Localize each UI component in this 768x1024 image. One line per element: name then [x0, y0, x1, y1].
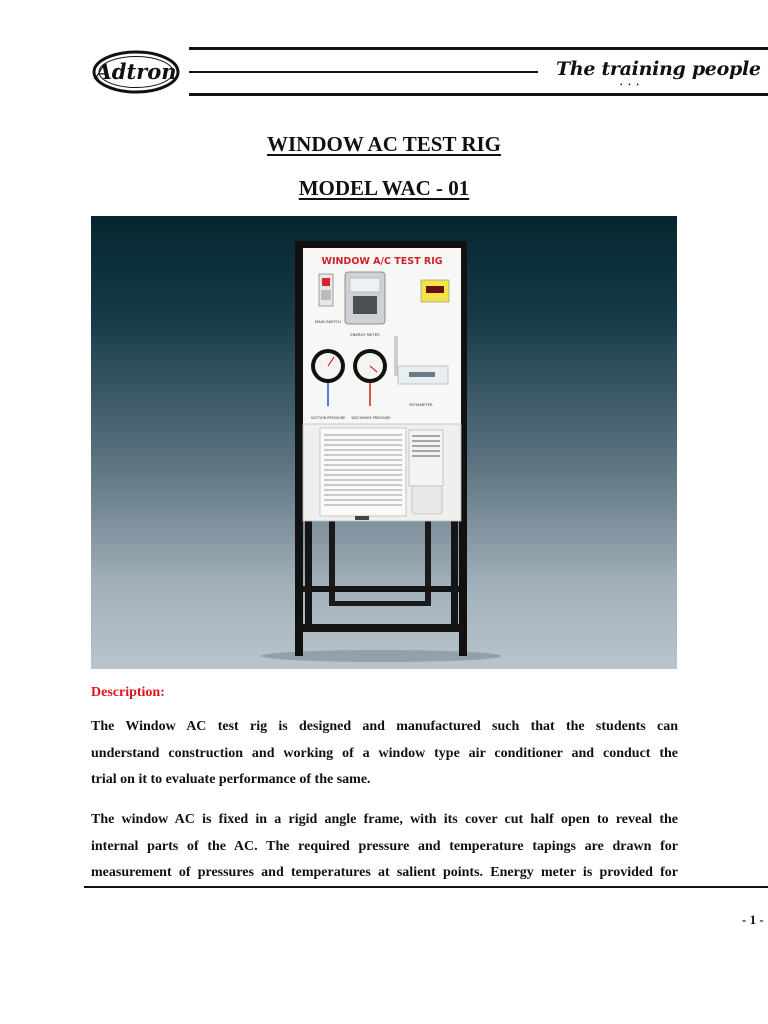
label-main-switch: MAIN SWITCH	[315, 319, 341, 324]
label-suction: SUCTION PRESSURE	[310, 416, 346, 420]
tagline: The training people	[556, 58, 761, 80]
document-title	[0, 132, 768, 157]
tagline-dots: • • •	[620, 81, 641, 89]
adtron-logo	[92, 50, 180, 94]
panel-title: WINDOW A/C TEST RIG	[321, 256, 443, 267]
paragraph-line: measurement of pressures and temperatures at salient points. Energy meter is provided for	[91, 865, 678, 880]
paragraph-line: The window AC is fixed in a rigid angle frame, with its cover cut half open to reveal the	[91, 812, 678, 827]
label-rotameter: ROTAMETER	[409, 402, 433, 407]
model-title	[0, 176, 768, 201]
paragraph-line: internal parts of the AC. The required pressure and temperature tapings are drawn for	[91, 838, 678, 854]
paragraph-line: trial on it to evaluate performance of the same.	[91, 772, 371, 787]
description-paragraph-2	[91, 807, 678, 887]
paragraph-line: The Window AC test rig is designed and manufactured such that the students can	[91, 719, 678, 734]
description-paragraph-1	[91, 714, 678, 794]
logo-text: Adtron	[95, 59, 177, 84]
paragraph-line: understand construction and working of a window type air conditioner and conduct the	[91, 745, 678, 761]
product-photo	[91, 216, 677, 669]
footer-rule	[84, 886, 768, 888]
header-rule-inner	[189, 71, 538, 73]
model-title-text: MODEL WAC - 01	[298, 176, 470, 200]
test-rig-illustration	[91, 216, 677, 669]
description-heading: Description:	[91, 685, 165, 700]
label-energy-meter: ENERGY METER	[350, 332, 380, 337]
document-title-text: WINDOW AC TEST RIG	[267, 132, 501, 156]
page-number: - 1 -	[742, 912, 764, 927]
label-discharge: DISCHARGE PRESSURE	[351, 416, 391, 420]
